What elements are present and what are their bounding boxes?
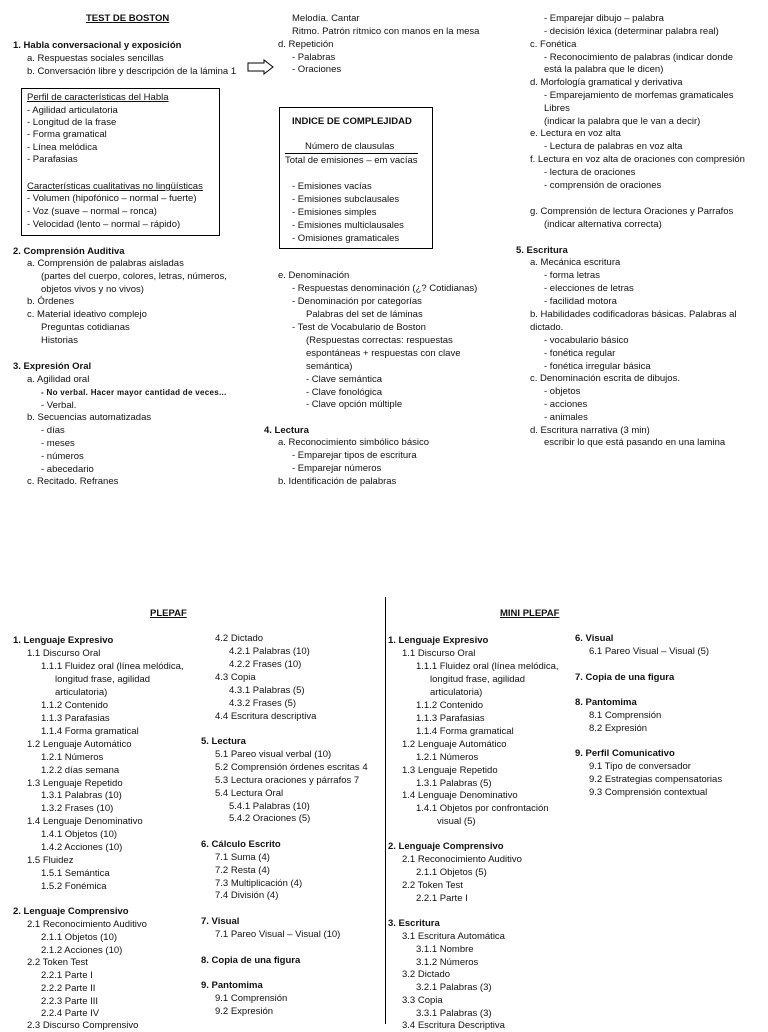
boston-s5-line: escribir lo que está pasando en una lamina (544, 437, 726, 448)
qualitative-item: - Voz (suave – normal – ronca) (27, 206, 157, 217)
boston-e-line: espontáneas + respuestas con clave (306, 348, 461, 359)
profile-item: - Agilidad articulatoria (27, 105, 118, 116)
boston-col2-line: Ritmo. Patrón rítmico con manos en la mesa (292, 26, 480, 37)
boston-s2-line: objetos vivos y no vivos) (41, 284, 144, 295)
qualitative-item: - Volumen (hipofónico – normal – fuerte) (27, 193, 197, 204)
plepaf-c2-line: 4.3 Copia (215, 672, 256, 683)
plepaf-section-8-title: 8. Copia de una figura (201, 955, 301, 966)
boston-s2-line: a. Comprensión de palabras aisladas (27, 258, 184, 269)
mini-s1-line: articulatoria) (430, 687, 483, 698)
boston-s2-line: Historias (41, 335, 78, 346)
boston-s1-a: a. Respuestas sociales sencillas (27, 53, 164, 64)
plepaf-s6-line: 7.2 Resta (4) (215, 865, 270, 876)
plepaf-section-7-title: 7. Visual (201, 916, 240, 927)
mini-s1-line: 1.1.4 Forma gramatical (416, 726, 514, 737)
boston-s4-line: a. Reconocimiento simbólico básico (278, 437, 430, 448)
plepaf-s1-line: 1.3.1 Palabras (10) (41, 790, 122, 801)
mini-s6-line: 6.1 Pareo Visual – Visual (5) (589, 646, 710, 657)
boston-col3-line: - lectura de oraciones (544, 167, 636, 178)
plepaf-s6-line: 7.3 Multiplicación (4) (215, 878, 303, 889)
plepaf-s2-line: 2.2.2 Parte II (41, 983, 96, 994)
boston-e-line: semántica) (306, 361, 353, 372)
mini-section-7-title: 7. Copia de una figura (575, 672, 675, 683)
plepaf-s1-line: 1.4 Lenguaje Denominativo (27, 816, 143, 827)
plepaf-s1-line: 1.3 Lenguaje Repetido (27, 778, 123, 789)
boston-e-line: Palabras del set de láminas (306, 309, 423, 320)
plepaf-s2-line: 2.2.3 Parte III (41, 996, 99, 1007)
mini-section-8-title: 8. Pantomima (575, 697, 637, 708)
boston-s5-line: c. Denominación escrita de dibujos. (530, 373, 680, 384)
complexity-numerator: Número de clausulas (305, 141, 395, 152)
plepaf-s1-line: 1.2.1 Números (41, 752, 104, 763)
complexity-title: INDICE DE COMPLEJIDAD (292, 116, 412, 127)
plepaf-s1-line: 1.2 Lenguaje Automático (27, 739, 132, 750)
mini-s1-line: 1.4 Lenguaje Denominativo (402, 790, 518, 801)
boston-s3-line: - números (41, 451, 84, 462)
boston-section-4-title: 4. Lectura (264, 425, 309, 436)
complexity-item: - Emisiones subclausales (292, 194, 400, 205)
plepaf-s2-line: 2.1.2 Acciones (10) (41, 945, 123, 956)
mini-s9-line: 9.3 Comprensión contextual (589, 787, 708, 798)
mini-s2-line: 2.2 Token Test (402, 880, 463, 891)
right-arrow-icon (247, 59, 275, 75)
boston-s3-line: b. Secuencias automatizadas (27, 412, 152, 423)
boston-col3-line: - decisión léxica (determinar palabra real) (544, 26, 719, 37)
boston-e-line: - Respuestas denominación (¿? Cotidianas) (292, 283, 478, 294)
plepaf-s1-line: 1.1.2 Contenido (41, 700, 109, 711)
boston-col3-line: e. Lectura en voz alta (530, 128, 621, 139)
plepaf-s9-line: 9.2 Expresión (215, 1006, 274, 1017)
mini-s3-line: 3.1.1 Nombre (416, 944, 474, 955)
boston-s5-line: a. Mecánica escritura (530, 257, 621, 268)
qualitative-title: Características cualitativas no lingüísticas (27, 181, 203, 192)
boston-s5-line: dictado. (530, 322, 564, 333)
plepaf-s1-line: 1.5 Fluidez (27, 855, 74, 866)
plepaf-s1-line: 1.1.3 Parafasias (41, 713, 110, 724)
plepaf-s5-line: 5.4.1 Palabras (10) (229, 801, 310, 812)
mini-s8-line: 8.1 Comprensión (589, 710, 662, 721)
boston-section-3-title: 3. Expresión Oral (13, 361, 92, 372)
boston-col3-line: Libres (544, 103, 570, 114)
mini-s8-line: 8.2 Expresión (589, 723, 648, 734)
plepaf-s2-line: 2.2.4 Parte IV (41, 1008, 100, 1019)
plepaf-s1-line: longitud frase, agilidad (55, 674, 151, 685)
boston-col3-line: f. Lectura en voz alta de oraciones con compresión (530, 154, 745, 165)
mini-s9-line: 9.1 Tipo de conversador (589, 761, 691, 772)
plepaf-c2-line: 4.2 Dictado (215, 633, 264, 644)
plepaf-s5-line: 5.4 Lectura Oral (215, 788, 284, 799)
boston-col3-line: - Emparejar dibujo – palabra (544, 13, 664, 24)
plepaf-title: PLEPAF (150, 608, 187, 619)
mini-s1-line: 1.3 Lenguaje Repetido (402, 765, 498, 776)
mini-s3-line: 3.2 Dictado (402, 969, 451, 980)
plepaf-s7-line: 7.1 Pareo Visual – Visual (10) (215, 929, 341, 940)
boston-e-line: - Clave fonológica (306, 387, 383, 398)
mini-s3-line: 3.1.2 Números (416, 957, 479, 968)
mini-s1-line: 1.4.1 Objetos por confrontación (416, 803, 549, 814)
boston-col3-line: c. Fonética (530, 39, 577, 50)
mini-s1-line: 1.1 Discurso Oral (402, 648, 476, 659)
boston-col3-line: d. Morfología gramatical y derivativa (530, 77, 683, 88)
mini-s1-line: 1.2.1 Números (416, 752, 479, 763)
profile-title: Perfil de características del Habla (27, 92, 169, 103)
plepaf-s1-line: 1.2.2 días semana (41, 765, 120, 776)
mini-s3-line: 3.3.1 Palabras (3) (416, 1008, 492, 1019)
boston-col2-line: - Oraciones (292, 64, 342, 75)
plepaf-s9-line: 9.1 Comprensión (215, 993, 288, 1004)
plepaf-s2-line: 2.1.1 Objetos (10) (41, 932, 118, 943)
mini-s2-line: 2.2.1 Parte I (416, 893, 468, 904)
boston-s4-line: - Emparejar tipos de escritura (292, 450, 417, 461)
plepaf-s6-line: 7.1 Suma (4) (215, 852, 270, 863)
mini-s1-line: 1.2 Lenguaje Automático (402, 739, 507, 750)
profile-item: - Línea melódica (27, 142, 98, 153)
plepaf-s5-line: 5.1 Pareo visual verbal (10) (215, 749, 332, 760)
boston-s3-line: c. Recitado. Refranes (27, 476, 119, 487)
complexity-item: - Emisiones multiclausales (292, 220, 404, 231)
plepaf-c2-line: 4.2.2 Frases (10) (229, 659, 302, 670)
plepaf-c2-line: 4.3.2 Frases (5) (229, 698, 297, 709)
boston-section-2-title: 2. Comprensión Auditiva (13, 246, 125, 257)
boston-s5-line: - facilidad motora (544, 296, 617, 307)
mini-s1-line: 1.1.1 Fluidez oral (línea melódica, (416, 661, 559, 672)
boston-col3-line: (indicar alternativa correcta) (544, 219, 662, 230)
mini-section-9-title: 9. Perfil Comunicativo (575, 748, 675, 759)
mini-s1-line: 1.1.3 Parafasias (416, 713, 485, 724)
profile-item: - Longitud de la frase (27, 117, 117, 128)
plepaf-s1-line: 1.4.2 Acciones (10) (41, 842, 123, 853)
boston-s5-line: d. Escritura narrativa (3 min) (530, 425, 650, 436)
mini-s1-line: longitud frase, agilidad (430, 674, 526, 685)
profile-item: - Parafasias (27, 154, 78, 165)
plepaf-section-2-title: 2. Lenguaje Comprensivo (13, 906, 129, 917)
plepaf-s1-line: 1.1.1 Fluidez oral (línea melódica, (41, 661, 184, 672)
mini-s9-line: 9.2 Estrategias compensatorias (589, 774, 723, 785)
plepaf-s1-line: 1.4.1 Objetos (10) (41, 829, 118, 840)
plepaf-s1-line: 1.1.4 Forma gramatical (41, 726, 139, 737)
mini-s3-line: 3.2.1 Palabras (3) (416, 982, 492, 993)
boston-col3-line: - Lectura de palabras en voz alta (544, 141, 683, 152)
boston-s5-line: - vocabulario básico (544, 335, 629, 346)
boston-s5-line: - animales (544, 412, 588, 423)
boston-s5-line: - acciones (544, 399, 588, 410)
plepaf-c2-line: 4.3.1 Palabras (5) (229, 685, 305, 696)
plepaf-section-9-title: 9. Pantomima (201, 980, 263, 991)
qualitative-item: - Velocidad (lento – normal – rápido) (27, 219, 181, 230)
boston-e-line: - Denominación por categorías (292, 296, 422, 307)
boston-col3-line: - comprensión de oraciones (544, 180, 662, 191)
plepaf-section-1-title: 1. Lenguaje Expresivo (13, 635, 114, 646)
mini-section-3-title: 3. Escritura (388, 918, 440, 929)
plepaf-s2-line: 2.2 Token Test (27, 957, 88, 968)
boston-col2-line: d. Repetición (278, 39, 334, 50)
boston-s2-line: c. Material ideativo complejo (27, 309, 147, 320)
boston-s5-line: - elecciones de letras (544, 283, 634, 294)
boston-s4-line: b. Identificación de palabras (278, 476, 397, 487)
boston-section-1-title: 1. Habla conversacional y exposición (13, 40, 182, 51)
mini-plepaf-title: MINI PLEPAF (500, 608, 560, 619)
boston-s5-line: b. Habilidades codificadoras básicas. Palabras al (530, 309, 737, 320)
mini-s1-line: 1.3.1 Palabras (5) (416, 778, 492, 789)
boston-s2-line: (partes del cuerpo, colores, letras, números, (41, 271, 227, 282)
mini-section-6-title: 6. Visual (575, 633, 614, 644)
mini-s3-line: 3.3 Copia (402, 995, 443, 1006)
boston-e-line: e. Denominación (278, 270, 350, 281)
plepaf-s1-line: 1.1 Discurso Oral (27, 648, 101, 659)
boston-section-5-title: 5. Escritura (516, 245, 568, 256)
boston-col3-line: - Reconocimiento de palabras (indicar donde (544, 52, 734, 63)
mini-s1-line: visual (5) (437, 816, 476, 827)
boston-e-line: - Clave semántica (306, 374, 383, 385)
boston-col3-line: está la palabra que le dicen) (544, 64, 664, 75)
profile-item: - Forma gramatical (27, 129, 107, 140)
boston-e-line: - Test de Vocabulario de Boston (292, 322, 426, 333)
plepaf-c2-line: 4.2.1 Palabras (10) (229, 646, 310, 657)
plepaf-s1-line: 1.5.2 Fonémica (41, 881, 107, 892)
plepaf-section-6-title: 6. Cálculo Escrito (201, 839, 281, 850)
boston-col2-line: - Palabras (292, 52, 336, 63)
plepaf-s5-line: 5.3 Lectura oraciones y párrafos 7 (215, 775, 360, 786)
boston-s3-line: - abecedario (41, 464, 94, 475)
boston-col3-line: (indicar la palabra que le van a decir) (544, 116, 701, 127)
plepaf-s2-line: 2.1 Reconocimiento Auditivo (27, 919, 147, 930)
mini-section-1-title: 1. Lenguaje Expresivo (388, 635, 489, 646)
plepaf-s5-line: 5.2 Comprensión órdenes escritas 4 (215, 762, 368, 773)
complexity-item: - Emisiones simples (292, 207, 377, 218)
boston-s3-line: - meses (41, 438, 75, 449)
plepaf-s5-line: 5.4.2 Oraciones (5) (229, 813, 311, 824)
plepaf-section-5-title: 5. Lectura (201, 736, 246, 747)
boston-s3-line: a. Agilidad oral (27, 374, 90, 385)
plepaf-c2-line: 4.4 Escritura descriptiva (215, 711, 317, 722)
boston-s5-line: - fonética irregular básica (544, 361, 651, 372)
mini-s3-line: 3.4 Escritura Descriptiva (402, 1020, 505, 1031)
boston-s2-line: b. Órdenes (27, 296, 74, 307)
mini-s1-line: 1.1.2 Contenido (416, 700, 484, 711)
boston-s5-line: - fonética regular (544, 348, 616, 359)
fraction-bar (285, 153, 418, 154)
column-divider (385, 597, 386, 1024)
boston-title: TEST DE BOSTON (86, 13, 170, 24)
mini-s3-line: 3.1 Escritura Automática (402, 931, 505, 942)
boston-s1-b: b. Conversación libre y descripción de la lámina 1 (27, 66, 237, 77)
plepaf-s6-line: 7.4 División (4) (215, 890, 279, 901)
boston-s3-line: - días (41, 425, 65, 436)
plepaf-s1-line: 1.5.1 Semántica (41, 868, 110, 879)
complexity-denominator: Total de emisiones – em vacías (285, 155, 418, 166)
mini-s2-line: 2.1 Reconocimiento Auditivo (402, 854, 522, 865)
boston-col2-line: Melodía. Cantar (292, 13, 360, 24)
plepaf-s1-line: 1.3.2 Frases (10) (41, 803, 114, 814)
plepaf-s1-line: articulatoria) (55, 687, 108, 698)
boston-s5-line: - forma letras (544, 270, 600, 281)
plepaf-s2-line: 2.2.1 Parte I (41, 970, 93, 981)
boston-s3-line: - No verbal. Hacer mayor cantidad de veces... (41, 388, 227, 397)
boston-s2-line: Preguntas cotidianas (41, 322, 130, 333)
boston-e-line: - Clave opción múltiple (306, 399, 403, 410)
boston-e-line: (Respuestas correctas: respuestas (306, 335, 453, 346)
mini-section-2-title: 2. Lenguaje Comprensivo (388, 841, 504, 852)
complexity-item: - Omisiones gramaticales (292, 233, 400, 244)
plepaf-s2-line: 2.3 Discurso Comprensivo (27, 1020, 139, 1031)
boston-col3-line: g. Comprensión de lectura Oraciones y Parrafos (530, 206, 734, 217)
boston-s4-line: - Emparejar números (292, 463, 382, 474)
complexity-item: - Emisiones vacías (292, 181, 372, 192)
mini-s2-line: 2.1.1 Objetos (5) (416, 867, 487, 878)
boston-s5-line: - objetos (544, 386, 581, 397)
boston-col3-line: - Emparejamiento de morfemas gramaticales (544, 90, 734, 101)
boston-s3-line: - Verbal. (41, 400, 77, 411)
